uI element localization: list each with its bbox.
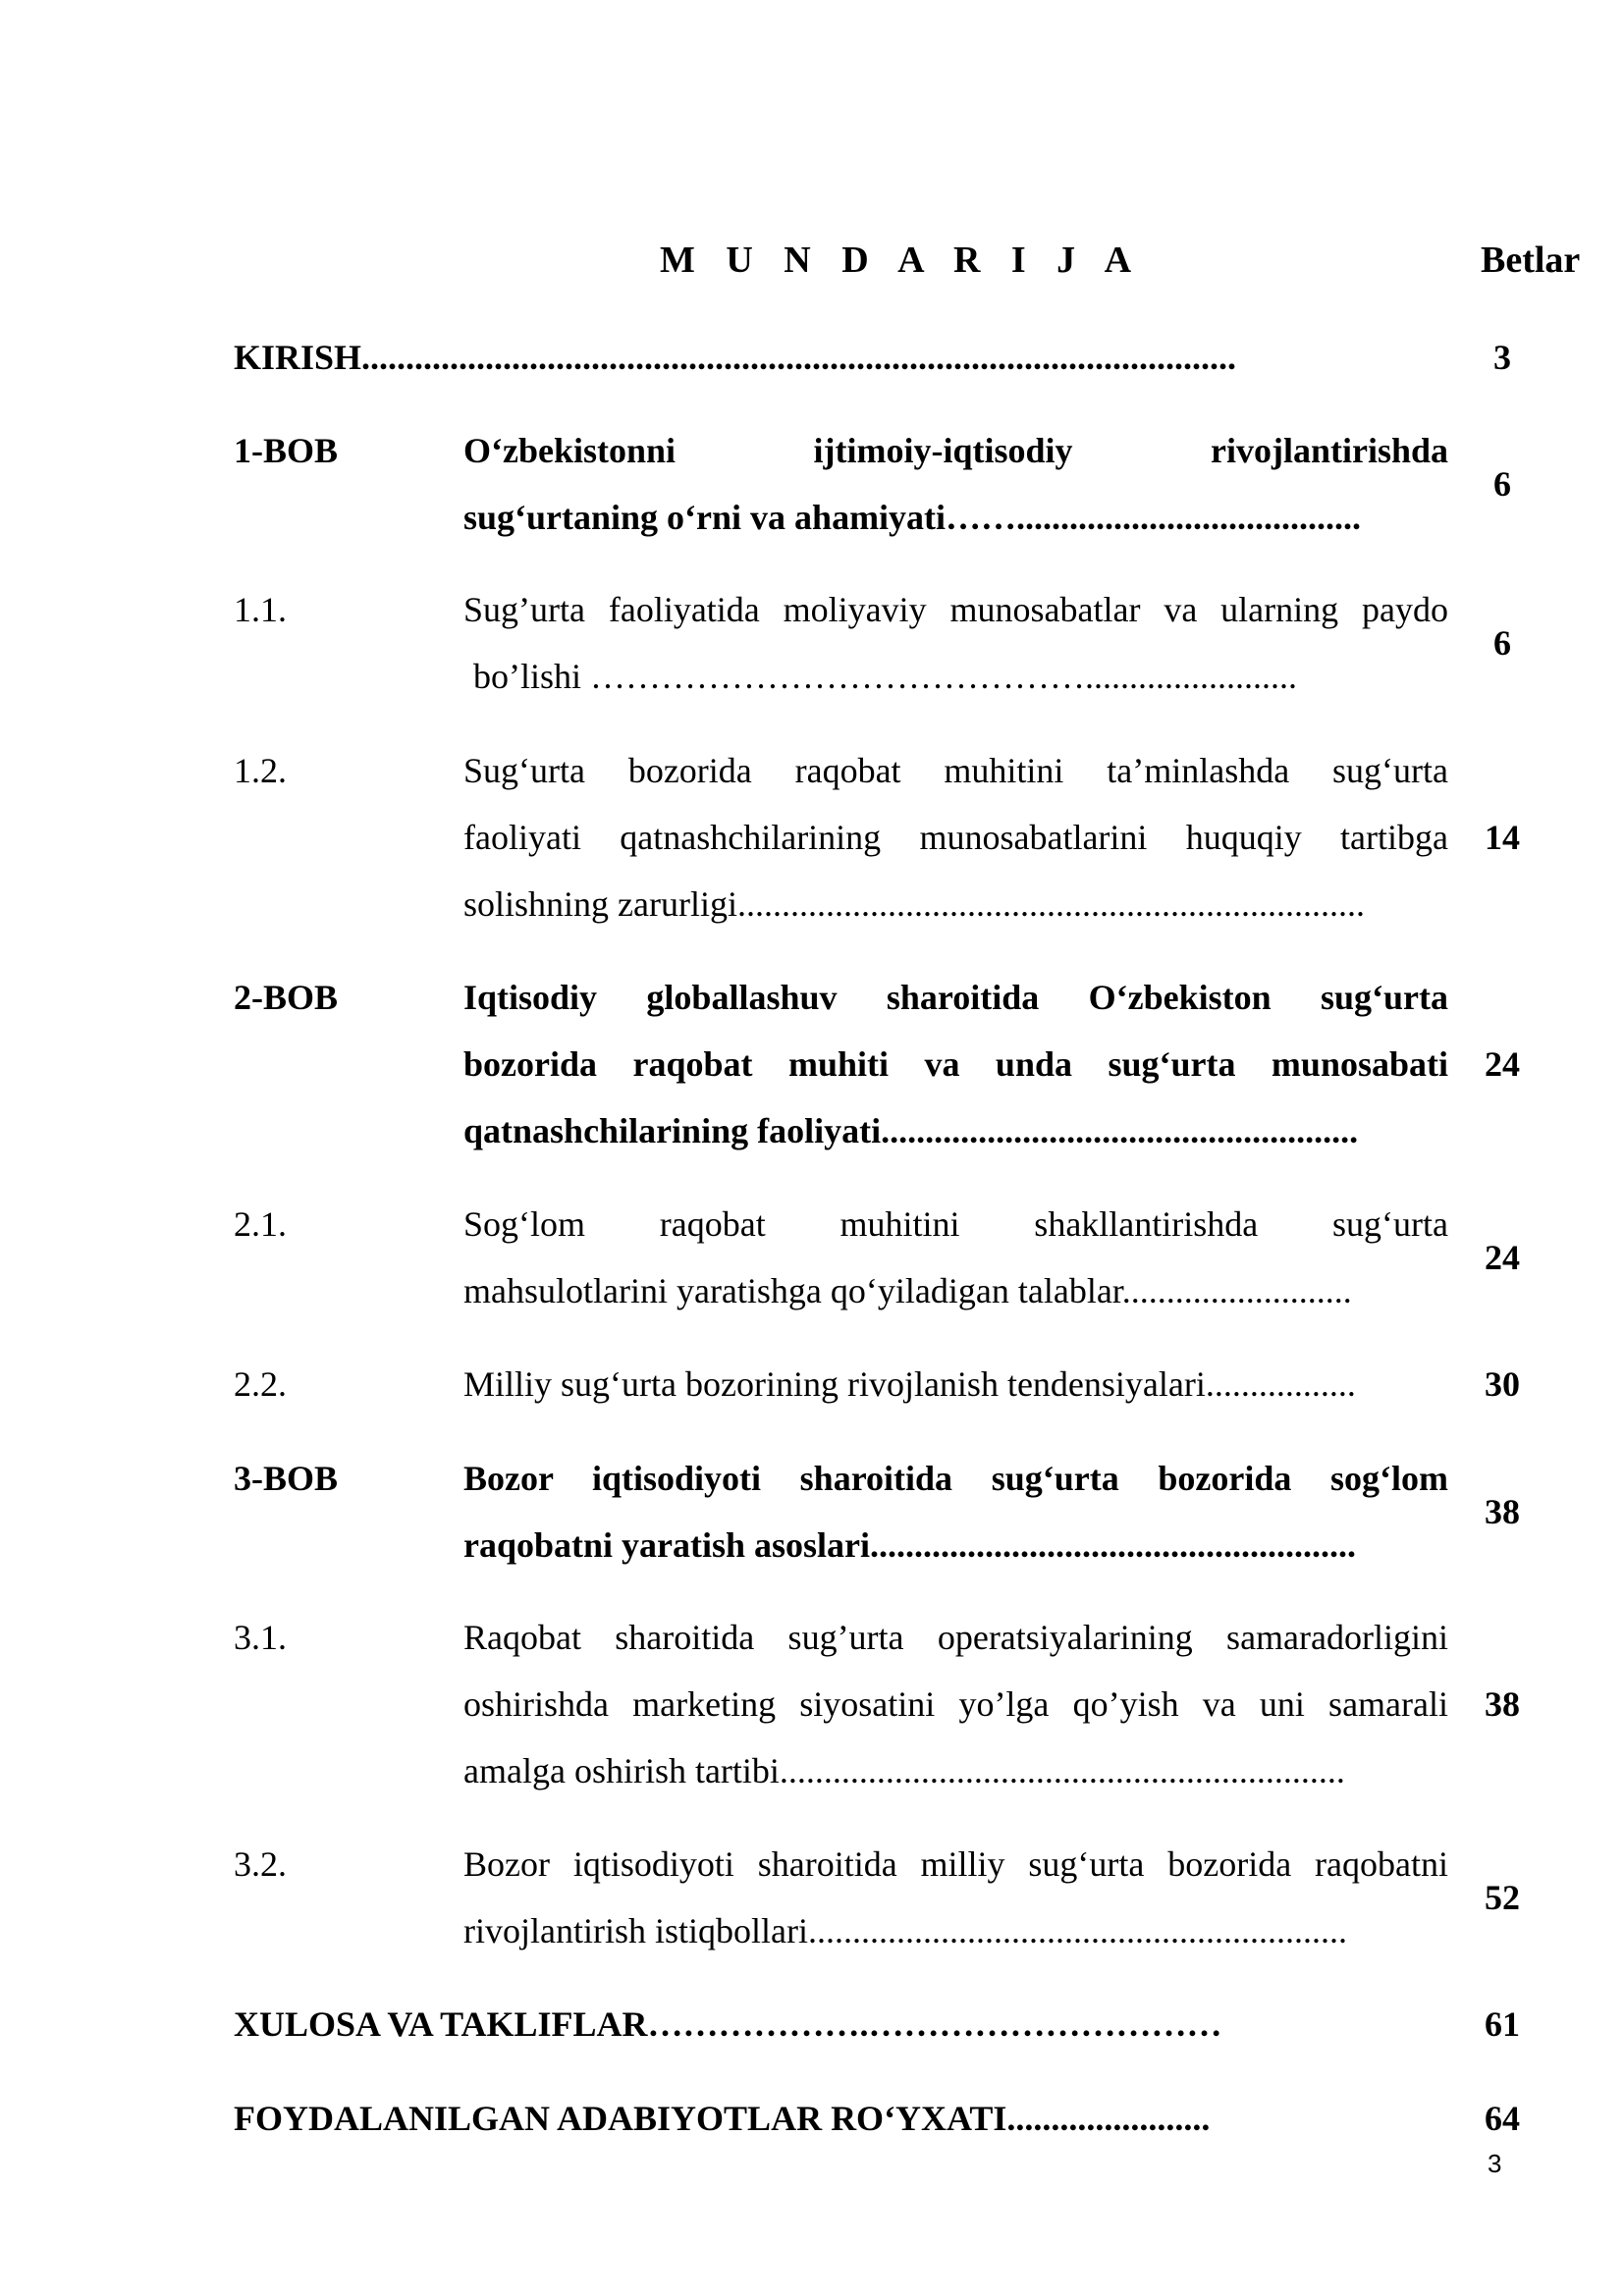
toc-page-number: 38 xyxy=(1485,1684,1520,1724)
toc-entry-line: Bozor iqtisodiyoti sharoitida sug‘urta bozorida sog‘lom xyxy=(463,1459,1448,1498)
toc-page-number: 24 xyxy=(1485,1044,1520,1084)
toc-entry-line: Milliy sug‘urta bozorining rivojlanish tendensiyalari................. xyxy=(463,1364,1356,1404)
toc-entry-code: 3.1. xyxy=(234,1618,287,1657)
toc-page-number: 38 xyxy=(1485,1492,1520,1531)
toc-page-number: 14 xyxy=(1485,818,1520,857)
toc-page-number: 30 xyxy=(1485,1364,1520,1404)
toc-entry-title: KIRISH................................................................................................... xyxy=(234,338,1237,377)
toc-entry-line: Iqtisodiy globallashuv sharoitida O‘zbekiston sug‘urta xyxy=(463,978,1448,1017)
toc-entry-line: Sug’urta faoliyatida moliyaviy munosabatlar va ularning paydo xyxy=(463,590,1448,629)
toc-entry-code: 2.1. xyxy=(234,1204,287,1244)
toc-page-number: 61 xyxy=(1485,2004,1520,2044)
toc-entry-title xyxy=(463,1191,1448,1324)
toc-entry-code: 3-BOB xyxy=(234,1459,339,1498)
toc-entry-title xyxy=(463,1604,1448,1804)
toc-entry-code: 1.2. xyxy=(234,751,287,790)
toc-entry-title: FOYDALANILGAN ADABIYOTLAR RO‘YXATI....................... xyxy=(234,2099,1211,2138)
toc-entry-line: bo’lishi ……………………………………........................ xyxy=(473,657,1298,696)
toc-entry-code: 2-BOB xyxy=(234,978,339,1017)
toc-entry-code: 1.1. xyxy=(234,590,287,629)
toc-entry-line: Raqobat sharoitida sug’urta operatsiyalarining samaradorligini xyxy=(463,1618,1448,1657)
toc-entry-title xyxy=(463,737,1448,937)
toc-entry-line: raqobatni yaratish asoslari....................................................... xyxy=(463,1525,1357,1565)
toc-page-number: 6 xyxy=(1493,623,1511,663)
toc-entry-title: XULOSA VA TAKLIFLAR……………….………………………… xyxy=(234,2004,1222,2044)
toc-entry-title xyxy=(463,1445,1448,1578)
toc-page-number: 52 xyxy=(1485,1878,1520,1917)
toc-entry-code: 3.2. xyxy=(234,1844,287,1884)
toc-entry-line: O‘zbekistonni ijtimoiy-iqtisodiy rivojlantirishda xyxy=(463,431,1448,470)
toc-page-number: 3 xyxy=(1493,338,1511,377)
toc-entry-line: Sug‘urta bozorida raqobat muhitini ta’minlashda sug‘urta xyxy=(463,751,1448,790)
toc-entry-line: qatnashchilarining faoliyati...................................................... xyxy=(463,1111,1359,1150)
toc-entry-line: faoliyati qatnashchilarining munosabatlarini huquqiy tartibga xyxy=(463,818,1448,857)
toc-title: M U N D A R I J A xyxy=(660,240,1143,281)
toc-page-number: 24 xyxy=(1485,1238,1520,1277)
toc-entry-line: bozorida raqobat muhiti va unda sug‘urta munosabati xyxy=(463,1044,1448,1084)
footer-page-number: 3 xyxy=(1488,2149,1502,2178)
toc-entry-line: Sog‘lom raqobat muhitini shakllantirishda sug‘urta xyxy=(463,1204,1448,1244)
toc-entry-line: Bozor iqtisodiyoti sharoitida milliy sug‘urta bozorida raqobatni xyxy=(463,1844,1448,1884)
toc-page-number: 64 xyxy=(1485,2099,1520,2138)
toc-entry-code: 2.2. xyxy=(234,1364,287,1404)
toc-page-number: 6 xyxy=(1493,464,1511,504)
pages-column-header: Betlar xyxy=(1481,240,1581,281)
toc-entry-title xyxy=(463,1831,1448,1964)
toc-entry-line: rivojlantirish istiqbollari............................................................. xyxy=(463,1911,1347,1950)
toc-entry-line: amalga oshirish tartibi................................................................ xyxy=(463,1751,1345,1790)
toc-entry-code: 1-BOB xyxy=(234,431,339,470)
toc-entry-line: sug‘urtaning o‘rni va ahamiyati……....................................... xyxy=(463,498,1362,537)
toc-entry-line: solishning zarurligi....................................................................... xyxy=(463,884,1365,924)
toc-entry-title xyxy=(463,417,1448,551)
toc-entry-title xyxy=(463,576,1448,710)
toc-entry-line: oshirishda marketing siyosatini yo’lga qo’yish va uni samarali xyxy=(463,1684,1448,1724)
toc-entry-title xyxy=(463,964,1448,1164)
toc-entry-title xyxy=(463,1351,1448,1417)
toc-entry-line: mahsulotlarini yaratishga qo‘yiladigan talablar.......................... xyxy=(463,1271,1352,1310)
